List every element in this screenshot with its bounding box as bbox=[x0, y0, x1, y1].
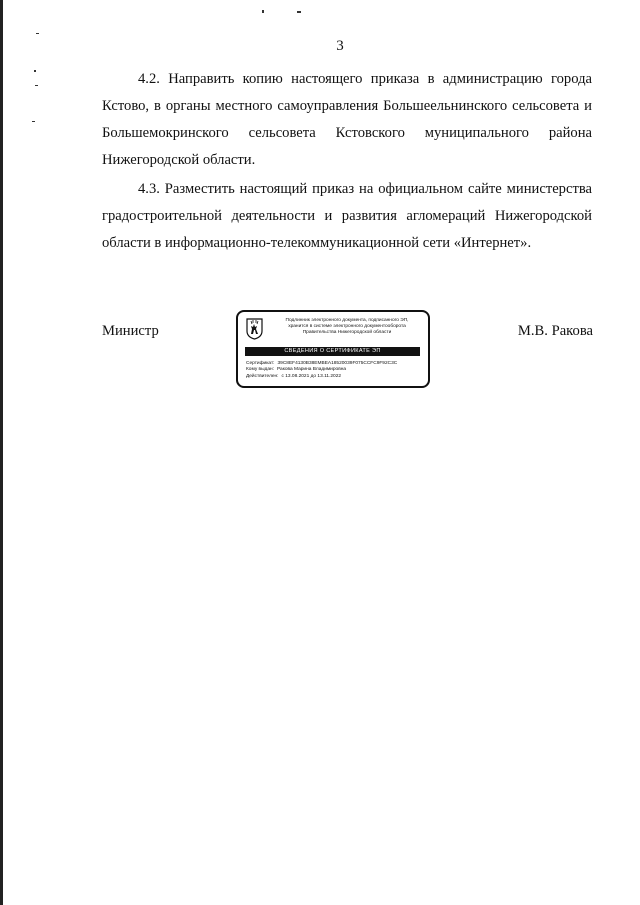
scan-border bbox=[0, 0, 3, 905]
stamp-validity-row bbox=[246, 374, 397, 380]
signatory-name: М.В. Ракова bbox=[517, 323, 593, 339]
issued-to-value: Ракова Марина Владимировна bbox=[277, 367, 347, 373]
digital-signature-stamp bbox=[236, 310, 430, 388]
paragraph-4-2 bbox=[102, 66, 592, 174]
issued-to-label: Кому выдан: bbox=[246, 367, 274, 373]
stamp-header bbox=[268, 318, 426, 336]
stamp-header-line: Правительства Нижегородской области bbox=[302, 330, 392, 335]
valid-value: с 13.08.2021 до 13.11.2022 bbox=[281, 373, 342, 379]
paragraph-4-3 bbox=[102, 176, 592, 257]
scan-speck bbox=[35, 85, 38, 86]
scan-speck bbox=[32, 121, 35, 122]
valid-label: Действителен: bbox=[246, 373, 279, 379]
stamp-title-bar: СВЕДЕНИЯ О СЕРТИФИКАТЕ ЭП bbox=[245, 347, 420, 356]
scan-speck bbox=[262, 10, 264, 13]
paragraph-text: 4.2. Направить копию настоящего приказа в администрацию города Кстово, в органы местного самоуправления Большеельнинского сельсовета и Большемокринского сельсовета Кстовского муниципального района Нижегородской области. bbox=[102, 71, 592, 168]
certificate-value: 39C8EF4130B38EMBEA18520039F075CCFC9F92C3C bbox=[277, 361, 398, 366]
scan-speck bbox=[36, 33, 39, 34]
signatory-position: Министр bbox=[102, 323, 159, 339]
certificate-label: Сертификат: bbox=[246, 361, 275, 366]
stamp-header-line: Подлинник электронного документа, подписанного ЭП, bbox=[285, 318, 409, 323]
deer-emblem-icon bbox=[246, 318, 263, 340]
page-number: 3 bbox=[336, 38, 344, 54]
scan-speck bbox=[34, 70, 36, 72]
stamp-certificate-info bbox=[246, 361, 397, 380]
scan-speck bbox=[297, 11, 301, 13]
paragraph-text: 4.3. Разместить настоящий приказ на официальном сайте министерства градостроительной деятельности и развития агломераций Нижегородской области в информационно-телекоммуникационной сети «Интернет». bbox=[102, 181, 592, 251]
stamp-header-line: хранится в системе электронного документооборота bbox=[288, 324, 406, 329]
